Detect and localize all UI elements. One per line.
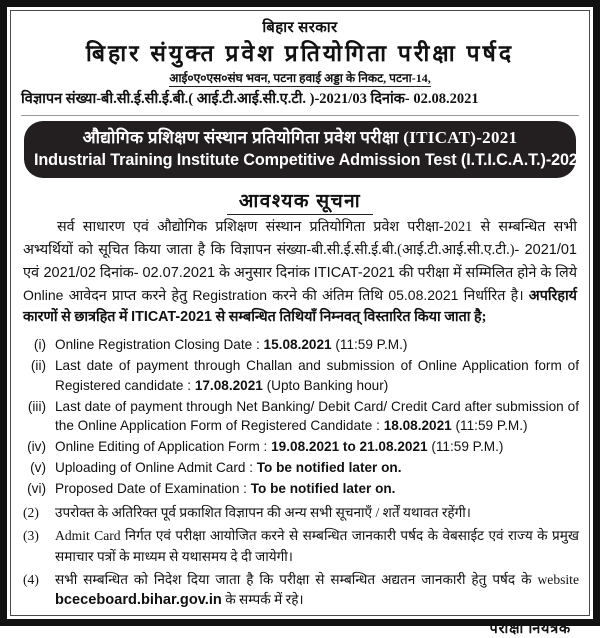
intro-bold-phrase: अपरिहार्य कारणों से छात्रहित में bbox=[23, 287, 577, 326]
note-text-after: के सम्पर्क में रहे। bbox=[221, 592, 304, 608]
schedule-marker: (ii) bbox=[30, 357, 46, 373]
schedule-text-before: Proposed Date of Examination : bbox=[55, 480, 251, 496]
section-heading-text: आवश्यक सूचना bbox=[227, 191, 373, 215]
schedule-date: To be notified later on. bbox=[250, 480, 396, 496]
schedule-text bbox=[55, 397, 579, 437]
intro-part-3: के अनुसार दिनांक bbox=[215, 264, 314, 281]
note-admit-card-word: Admit Card bbox=[55, 528, 121, 544]
note-marker: (4) bbox=[23, 571, 39, 587]
schedule-marker: (iii) bbox=[27, 398, 46, 414]
signatory-designation: परीक्षा नियंत्रक bbox=[489, 621, 571, 638]
intro-part-5: आवेदन प्राप्त करने हेतु bbox=[63, 287, 193, 304]
schedule-text-before: Online Editing of Application Form : bbox=[55, 439, 272, 455]
note-text bbox=[55, 526, 579, 567]
schedule-text-before: Last date of payment through Challan and submission of Online Application form of Registered candidate : bbox=[55, 357, 579, 393]
note-text-before: सभी सम्बन्धित को निदेश दिया जाता है कि परीक्षा से सम्बन्धित अद्यतन जानकारी हेतु पर्षद के bbox=[55, 571, 538, 587]
board-website-url[interactable]: bceceboard.bihar.gov.in bbox=[55, 592, 222, 609]
intro-part-8: से सम्बन्धित तिथियाँ निम्नवत् विस्तारित किया जाता है; bbox=[211, 309, 487, 326]
poster-inner-frame bbox=[10, 10, 590, 638]
note-website-word: website bbox=[537, 571, 579, 587]
schedule-marker: (iv) bbox=[27, 439, 46, 455]
list-item bbox=[21, 458, 579, 478]
schedule-text-before: Online Registration Closing Date : bbox=[55, 337, 264, 353]
government-name: बिहार सरकार bbox=[262, 20, 338, 36]
intro-part-2: दिनांक- bbox=[95, 264, 143, 281]
schedule-text bbox=[55, 335, 579, 355]
schedule-date: 15.08.2021 bbox=[263, 337, 332, 353]
schedule-text-after: (11:59 P.M.) bbox=[427, 439, 504, 455]
list-item bbox=[21, 356, 579, 396]
schedule-text bbox=[55, 479, 579, 499]
list-item bbox=[21, 397, 579, 437]
advertisement-label: विज्ञापन संख्या-बी.सी.ई.सी.ई.बी.( आई.टी.आई.सी.ए.टी. )- bbox=[21, 91, 320, 108]
intro-closing-date: 05.08.2021 bbox=[388, 286, 459, 303]
note-text-after: निर्गत एवं परीक्षा आयोजित करने से सम्बन्धित जानकारी पर्षद के वेबसाईट एवं राज्य के प्रमुख समाचार पत्रों के माध्यम से यथासमय दे दी जायेगी। bbox=[55, 528, 579, 564]
intro-exam-name-2: ITICAT-2021 bbox=[131, 309, 212, 326]
board-address bbox=[21, 71, 579, 87]
schedule-text bbox=[55, 356, 579, 396]
exam-title-hindi: औद्योगिक प्रशिक्षण संस्थान प्रतियोगिता प्रवेश परीक्षा (ITICAT)-2021 bbox=[82, 127, 518, 147]
list-item bbox=[21, 335, 579, 355]
intro-online-word: Online bbox=[23, 286, 64, 303]
intro-paragraph bbox=[23, 217, 577, 329]
intro-part-6: करने की अंतिम तिथि bbox=[267, 287, 389, 304]
section-heading bbox=[21, 187, 579, 213]
intro-part-4: की परीक्षा में सम्मिलित होने के लिये bbox=[394, 264, 577, 281]
board-name: बिहार संयुक्त प्रवेश प्रतियोगिता परीक्षा पर्षद bbox=[85, 40, 515, 66]
schedule-text bbox=[55, 437, 579, 457]
intro-part-1: सर्व साधारण एवं औद्योगिक प्रशिक्षण संस्थान प्रतियोगिता प्रवेश परीक्षा-2021 से सम्बन्धित सभी अभ्यर्थियों को सूचित किया जाता है कि विज्ञापन संख्या-बी.सी.ई.सी.ई.बी.(आई.टी.आई.सी.ए.टी.)- bbox=[23, 219, 577, 259]
advertisement-line bbox=[21, 90, 579, 110]
list-item bbox=[21, 503, 579, 523]
exam-title-banner bbox=[24, 121, 587, 179]
intro-exam-name: ITICAT-2021 bbox=[313, 264, 395, 281]
note-marker: (3) bbox=[23, 528, 39, 544]
list-item bbox=[21, 479, 579, 499]
notes-list bbox=[21, 503, 579, 612]
schedule-list bbox=[21, 335, 579, 499]
schedule-text-before: Uploading of Online Admit Card : bbox=[55, 460, 257, 476]
schedule-date: To be notified later on. bbox=[256, 460, 402, 476]
list-item bbox=[21, 437, 579, 457]
list-item bbox=[21, 526, 579, 567]
advertisement-date-label: दिनांक- bbox=[366, 91, 414, 108]
list-item bbox=[21, 570, 579, 612]
note-text: उपरोक्त के अतिरिक्त पूर्व प्रकाशित विज्ञापन की अन्य सभी सूचनाएँ / शर्तें यथावत रहेंगी। bbox=[55, 504, 471, 520]
note-text bbox=[55, 570, 579, 612]
schedule-date: 19.08.2021 to 21.08.2021 bbox=[271, 439, 428, 455]
schedule-text-before: Last date of payment through Net Banking/ Debit Card/ Credit Card after submission of the Online Application Form of Registered Candidate : bbox=[55, 398, 579, 434]
exam-title-english: Industrial Training Institute Competitive Admission Test (I.T.I.C.A.T.)-2021 bbox=[34, 150, 587, 169]
advertisement-date: 02.08.2021 bbox=[413, 91, 479, 108]
header-divider bbox=[21, 115, 579, 116]
schedule-marker: (vi) bbox=[27, 480, 46, 496]
advertisement-number: 2021/03 bbox=[319, 91, 367, 108]
schedule-date: 17.08.2021 bbox=[194, 377, 263, 393]
schedule-text-after: (11:59 P.M.) bbox=[451, 418, 528, 434]
intro-registration-word: Registration bbox=[192, 286, 268, 303]
schedule-marker: (i) bbox=[33, 337, 46, 353]
schedule-date: 18.08.2021 bbox=[383, 418, 452, 434]
schedule-text-after: (Upto Banking hour) bbox=[262, 377, 389, 393]
intro-reference-date: 02.07.2021 bbox=[142, 264, 216, 281]
intro-part-7: निर्धारित है। bbox=[458, 287, 529, 304]
schedule-text-after: (11:59 P.M.) bbox=[331, 337, 408, 353]
board-address-text: आई०ए०एस०संघ भवन, पटना हवाई अड्डा के निकट, पटना-14, bbox=[169, 70, 431, 85]
note-marker: (2) bbox=[23, 504, 39, 520]
schedule-marker: (v) bbox=[30, 460, 46, 476]
schedule-text bbox=[55, 458, 579, 478]
intro-reference-numbers: 2021/01 एवं 2021/02 bbox=[23, 242, 577, 281]
